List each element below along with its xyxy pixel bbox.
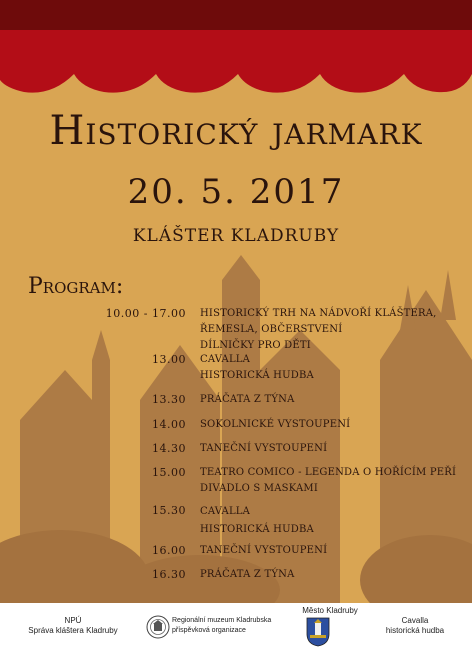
top-band — [0, 0, 472, 32]
cavalla-label: Cavalla historická hudba — [385, 616, 445, 635]
program-time: 13.00 — [152, 353, 186, 366]
curtain-valance — [0, 30, 472, 94]
event-title: Historický jarmark — [49, 108, 423, 154]
program-desc: CAVALLA HISTORICKÁ HUDBA — [200, 506, 314, 535]
program-desc: HISTORICKÝ TRH NA NÁDVOŘÍ KLÁŠTERA, ŘEMESLA, OBČERSTVENÍ DÍLNIČKY PRO DĚTI — [200, 308, 437, 351]
town-coat-of-arms-icon — [306, 617, 330, 647]
program-desc: PRÁČATA Z TÝNA — [200, 394, 295, 405]
program-heading: Program: — [28, 274, 124, 299]
museum-label: Regionální muzeum Kladrubska příspěvková organizace — [172, 617, 272, 634]
program-desc: TANEČNÍ VYSTOUPENÍ — [200, 545, 328, 556]
program-time: 16.00 — [152, 544, 186, 557]
program-time: 14.30 — [152, 442, 186, 455]
event-date: 20. 5. 2017 — [127, 172, 345, 212]
program-time: 16.30 — [152, 568, 186, 581]
program-time: 15.30 — [152, 504, 186, 517]
program-desc: CAVALLA HISTORICKÁ HUDBA — [200, 354, 314, 381]
program-time: 13.30 — [152, 393, 186, 406]
program-time: 10.00 - 17.00 — [105, 307, 186, 320]
program-time: 15.00 — [152, 466, 186, 479]
museum-seal-icon — [146, 615, 170, 639]
program-desc: PRÁČATA Z TÝNA — [200, 569, 295, 580]
program-desc: TANEČNÍ VYSTOUPENÍ — [200, 443, 328, 454]
npu-label: NPÚ Správa kláštera Kladruby — [28, 616, 118, 635]
town-label: Město Kladruby — [302, 606, 358, 615]
program-desc: SOKOLNICKÉ VYSTOUPENÍ — [200, 419, 351, 430]
event-place: KLÁŠTER KLADRUBY — [132, 226, 340, 246]
program-time: 14.00 — [152, 418, 186, 431]
footer-logos — [0, 603, 472, 650]
program-desc: TEATRO COMICO - LEGENDA O HOŘÍCÍM PEŘÍ DIVADLO S MASKAMI — [200, 467, 457, 494]
